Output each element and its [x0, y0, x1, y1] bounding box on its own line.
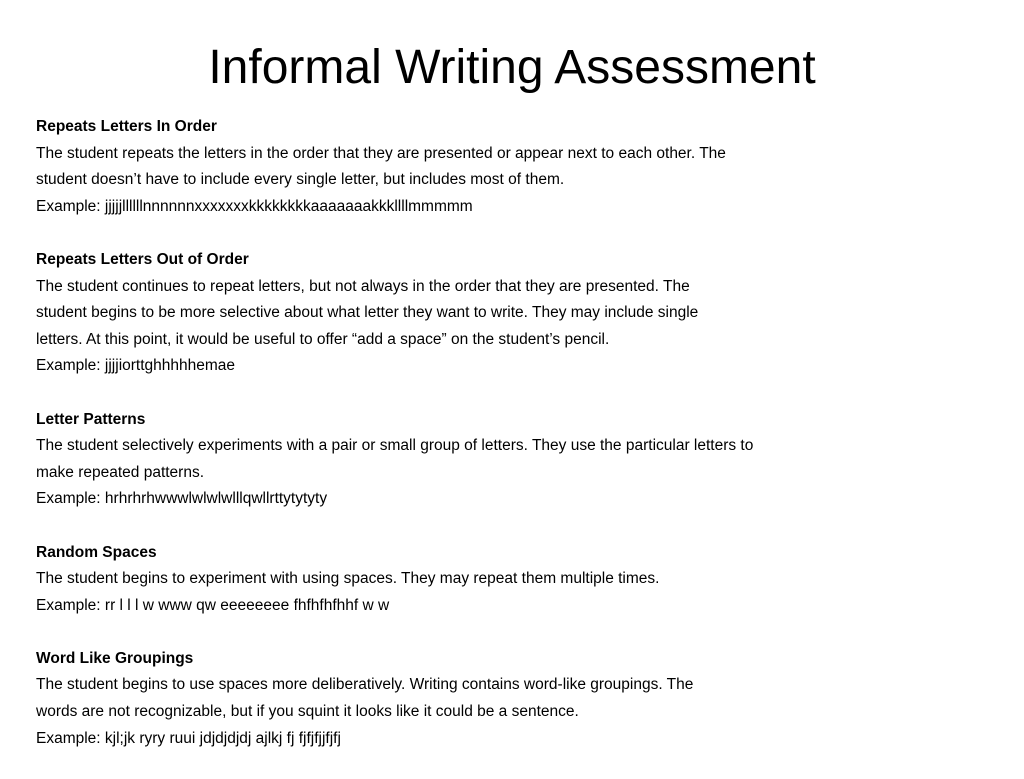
section-example: Example: jjjjjllllllnnnnnnxxxxxxxkkkkkkkkaaaaaaakkkllllmmmmm	[36, 197, 473, 215]
section-text-line: student doesn’t have to include every single letter, but includes most of them.	[36, 171, 565, 189]
section-random-spaces	[36, 540, 996, 620]
section-heading: Letter Patterns	[36, 410, 146, 428]
section-text-line: The student continues to repeat letters, but not always in the order that they are presented. The	[36, 277, 690, 295]
section-text-line: The student repeats the letters in the order that they are presented or appear next to each other. The	[36, 144, 726, 162]
section-repeats-letters-in-order	[36, 114, 996, 220]
section-heading: Repeats Letters In Order	[36, 118, 217, 135]
section-example: Example: rr l l l w www qw eeeeeeee fhfhfhfhhf w w	[36, 596, 390, 614]
section-heading: Repeats Letters Out of Order	[36, 250, 249, 268]
section-text-line: letters. At this point, it would be useful to offer “add a space” on the student’s pencil.	[36, 330, 610, 348]
section-repeats-letters-out-of-order	[36, 247, 996, 380]
section-example: Example: jjjjiorttghhhhhemae	[36, 357, 236, 375]
section-text-line: The student begins to experiment with using spaces. They may repeat them multiple times.	[36, 570, 660, 588]
section-letter-patterns	[36, 407, 996, 513]
section-heading: Random Spaces	[36, 543, 157, 561]
page-title: Informal Writing Assessment	[208, 41, 816, 94]
section-heading: Word Like Groupings	[36, 649, 194, 667]
section-text-line: make repeated patterns.	[36, 463, 205, 481]
section-text-line: words are not recognizable, but if you squint it looks like it could be a sentence.	[36, 703, 579, 721]
slide-content	[36, 114, 996, 779]
section-example: Example: kjl;jk ryry ruui jdjdjdjdj ajlkj fj fjfjfjjfjfj	[36, 729, 341, 747]
section-text-line: The student selectively experiments with a pair or small group of letters. They use the particular letters to	[36, 437, 754, 455]
section-text-line: The student begins to use spaces more deliberatively. Writing contains word-like groupings. The	[36, 676, 694, 694]
section-text-line: student begins to be more selective about what letter they want to write. They may include single	[36, 304, 699, 322]
section-example: Example: hrhrhrhwwwlwlwlwlllqwllrttytytyty	[36, 490, 328, 508]
section-word-like-groupings	[36, 646, 996, 752]
